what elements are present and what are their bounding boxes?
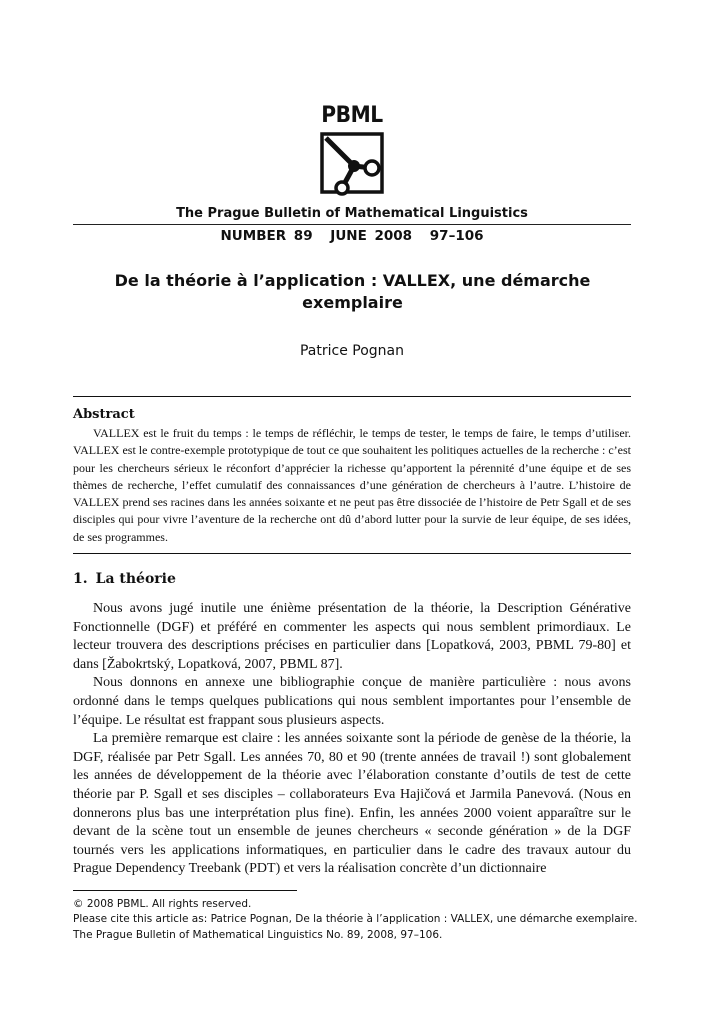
section-title: La théorie — [95, 571, 176, 587]
section-number: 1. — [73, 571, 88, 587]
footnote-copyright: © 2008 PBML. All rights reserved. — [73, 898, 252, 910]
footnote-citation: Please cite this article as: Patrice Pognan, De la théorie à l’application : VALLEX, une démarche exemplaire. — [73, 913, 638, 926]
article-title: De la théorie à l’application : VALLEX, une démarche exemplaire — [114, 271, 591, 312]
body-paragraph: La première remarque est claire : les années soixante sont la période de genèse de la théorie, la DGF, réalisée par Petr Sgall. Les années 70, 80 et 90 (trente années de travail !) sont globalement les années de développement de la théorie avec l’élaboration constante d’outils de test de cette théorie par P. Sgall et ses disciples – collaborateurs Eva Hajičová et Jarmila Panevová. (Nous en donnerons plus bas une interprétation plus fine). Enfin, les années 2000 voient apparaître sur le devant de la scène tout un ensemble de jeunes chercheurs « seconde génération » de la DGF tournés vers les applications informatiques, en particulier dans le cadre des travaux autour du Prague Dependency Treebank (PDT) et vers la réalisation concrète d’un dictionnaire — [73, 731, 631, 877]
footnote-source: The Prague Bulletin of Mathematical Linguistics No. 89, 2008, 97–106. — [73, 928, 443, 941]
abstract-top-rule — [73, 396, 631, 397]
issue-line — [73, 228, 631, 245]
journal-name: The Prague Bulletin of Mathematical Linguistics — [176, 206, 528, 221]
issue-number: NUMBER 89 — [220, 228, 313, 244]
abstract-bottom-rule — [73, 553, 631, 554]
abstract-heading: Abstract — [73, 407, 135, 422]
body-paragraph: Nous avons jugé inutile une énième présentation de la théorie, la Description Générative Fonctionnelle (DGF) et préféré en commenter les aspects qui nous semblent primordiaux. Le lecteur trouvera des descriptions précises en particulier dans [Lopatková, 2003, PBML 79-80] et dans [Žabokrtský, Lopatková, 2007, PBML 87]. — [73, 601, 631, 672]
pbml-logo — [318, 104, 386, 196]
abstract-text — [73, 425, 631, 546]
logo-graph-icon — [320, 132, 384, 196]
section-heading — [73, 570, 176, 588]
issue-pages: 97–106 — [429, 228, 484, 244]
article-author: Patrice Pognan — [299, 343, 404, 359]
logo-text: PBML — [321, 103, 383, 128]
issue-date: JUNE 2008 — [330, 228, 413, 244]
body-paragraph: Nous donnons en annexe une bibliographie conçue de manière particulière : nous avons ordonné dans le temps quelques publications qui nous semblent importantes pour l’ensemble de l’équipe. Le résultat est frappant sous plusieurs aspects. — [73, 675, 631, 728]
body-text — [73, 600, 631, 879]
footnote-rule — [73, 890, 297, 891]
header-rule — [73, 224, 631, 225]
footnote — [73, 897, 643, 943]
abstract-body: VALLEX est le fruit du temps : le temps de réfléchir, le temps de tester, le temps de faire, le temps d’utiliser. VALLEX est le contre-exemple prototypique de tout ce que souhaitent les politiques actuelles de la recherche : c’est pour les chercheurs sérieux le réconfort d’apprécier la richesse qu’apportent la pérennité d’une équipe et de ses thèmes de recherche, l’effet cumulatif des connaissances d’une génération de chercheurs à l’autre. L’histoire de VALLEX prend ses racines dans les années soixante et ne peut pas être dissociée de l’histoire de Petr Sgall et de ses disciples qui pour vivre l’aventure de la recherche ont dû d’abord lutter pour la survie de leur équipe, de ses idées, de ses programmes. — [73, 426, 631, 544]
